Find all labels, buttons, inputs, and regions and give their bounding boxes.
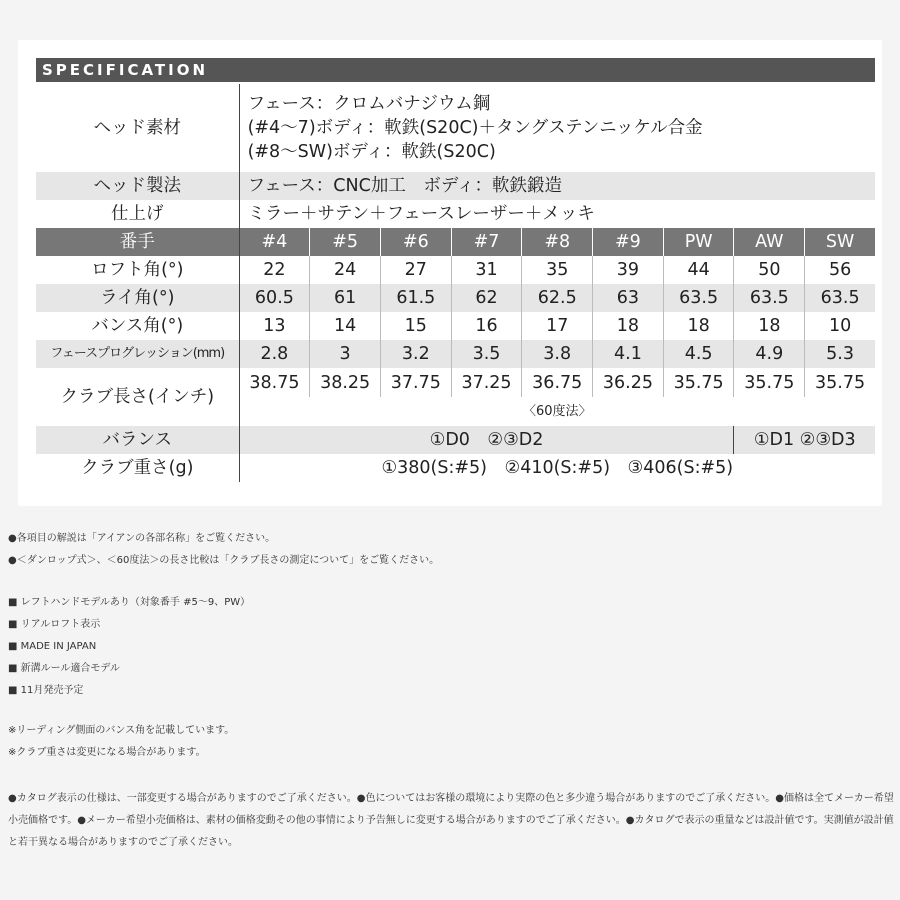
cell-lie: 61.5 <box>380 284 451 312</box>
cell-progression: 3 <box>310 340 381 368</box>
cell-bounce: 14 <box>310 312 381 340</box>
cell-clubs: #4 <box>239 228 310 256</box>
cell-bounce: 16 <box>451 312 522 340</box>
cell-clubs: #5 <box>310 228 381 256</box>
row-progression <box>36 340 875 368</box>
label: ヘッド素材 <box>36 84 239 172</box>
cell-bounce: 17 <box>522 312 593 340</box>
material-line: フェース：クロムバナジウム鋼 <box>247 94 491 114</box>
row-clubs <box>36 228 875 256</box>
cell-bounce: 18 <box>593 312 664 340</box>
label: バンス角(°) <box>36 312 239 340</box>
balance-b: ①D1 ②③D3 <box>734 426 875 454</box>
note: ※クラブ重さは変更になる場合があります。 <box>8 747 206 758</box>
cell-lie: 63.5 <box>734 284 805 312</box>
cell-length: 35.75 <box>805 368 875 397</box>
cell-progression: 3.5 <box>451 340 522 368</box>
cell-length: 38.75 <box>249 372 300 393</box>
cell-progression: 5.3 <box>805 340 875 368</box>
note: ※リーディング側面のバンス角を記載しています。 <box>8 725 235 736</box>
cell-loft: 22 <box>263 260 286 280</box>
row-length <box>36 368 875 397</box>
cell-loft: 31 <box>451 256 522 284</box>
cell-length: 36.75 <box>522 368 593 397</box>
cell-loft: 24 <box>310 256 381 284</box>
length-method: 〈60度法〉 <box>523 403 592 419</box>
cell-progression: 4.9 <box>734 340 805 368</box>
row-balance <box>36 426 875 454</box>
cell-lie: 63.5 <box>805 284 875 312</box>
note: ■ MADE IN JAPAN <box>8 641 97 652</box>
cell-bounce: 15 <box>380 312 451 340</box>
label: 番手 <box>36 228 239 256</box>
row-lie <box>36 284 875 312</box>
cell-clubs: #6 <box>380 228 451 256</box>
cell-clubs: SW <box>805 228 875 256</box>
balance-a: ①D0 ②③D2 <box>239 426 734 454</box>
note: ●各項目の解説は「アイアンの各部名称」をご覧ください。 <box>8 533 276 544</box>
cell-loft: 35 <box>522 256 593 284</box>
cell-bounce: 18 <box>663 312 734 340</box>
cell-progression: 4.1 <box>593 340 664 368</box>
label: フェースプログレッション(mm) <box>36 340 239 368</box>
note: ■ リアルロフト表示 <box>8 619 101 630</box>
cell-clubs: AW <box>734 228 805 256</box>
cell-clubs: #9 <box>593 228 664 256</box>
value: フェース：CNC加工 ボディ：軟鉄鍛造 <box>239 172 875 200</box>
spec-table <box>36 84 875 482</box>
cell-lie: 62.5 <box>522 284 593 312</box>
row-weight <box>36 454 875 482</box>
cell-length: 37.25 <box>451 368 522 397</box>
cell-bounce: 18 <box>734 312 805 340</box>
cell-loft: 27 <box>380 256 451 284</box>
label: クラブ重さ(g) <box>36 454 239 482</box>
cell-loft: 50 <box>734 256 805 284</box>
cell-lie: 60.5 <box>239 284 310 312</box>
cell-progression: 3.2 <box>380 340 451 368</box>
row-head-material <box>36 84 875 172</box>
label: 仕上げ <box>36 200 239 228</box>
label: ロフト角(°) <box>36 256 239 284</box>
label: ヘッド製法 <box>36 172 239 200</box>
cell-clubs: #8 <box>522 228 593 256</box>
cell-clubs: PW <box>663 228 734 256</box>
row-bounce <box>36 312 875 340</box>
cell-lie: 63 <box>593 284 664 312</box>
disclaimer: ●カタログ表示の仕様は、一部変更する場合がありますのでご了承ください。●色についてはお客様の環境により実際の色と多少違う場合がありますのでご了承ください。●価格は全てメーカー希望小売価格です。●メーカー希望小売価格は、素材の価格変動その他の事情により予告無しに変更する場合がありますのでご了承ください。●カタログで表示の重量などは設計値です。実測値が設計値と若干異なる場合がありますのでご了承ください。 <box>8 793 894 848</box>
cell-bounce: 10 <box>805 312 875 340</box>
cell-length: 35.75 <box>734 368 805 397</box>
cell-length: 35.75 <box>663 368 734 397</box>
note: ■ レフトハンドモデルあり（対象番手 #5～9、PW） <box>8 597 251 608</box>
cell-lie: 63.5 <box>663 284 734 312</box>
row-finish <box>36 200 875 228</box>
cell-loft: 44 <box>663 256 734 284</box>
cell-lie: 61 <box>310 284 381 312</box>
spec-title: SPECIFICATION <box>36 58 875 82</box>
cell-length: 38.25 <box>310 368 381 397</box>
label: ライ角(°) <box>36 284 239 312</box>
cell-loft: 56 <box>805 256 875 284</box>
label: クラブ長さ(インチ) <box>36 368 239 426</box>
notes-features <box>8 592 250 702</box>
cell-bounce: 13 <box>263 316 286 336</box>
value: ①380(S:#5) ②410(S:#5) ③406(S:#5) <box>381 458 734 478</box>
cell-loft: 39 <box>593 256 664 284</box>
label: バランス <box>36 426 239 454</box>
cell-progression: 2.8 <box>239 340 310 368</box>
notes-general <box>8 528 439 572</box>
note: ■ 新溝ルール適合モデル <box>8 663 120 674</box>
note: ■ 11月発売予定 <box>8 685 84 696</box>
value: ミラー＋サテン＋フェースレーザー＋メッキ <box>247 204 595 224</box>
note: ●＜ダンロップ式＞、＜60度法＞の長さ比較は「クラブ長さの測定について」をご覧ください。 <box>8 555 440 566</box>
row-head-method <box>36 172 875 200</box>
cell-length: 37.75 <box>380 368 451 397</box>
cell-progression: 4.5 <box>663 340 734 368</box>
cell-clubs: #7 <box>451 228 522 256</box>
row-loft <box>36 256 875 284</box>
notes-remarks <box>8 720 234 764</box>
cell-length: 36.25 <box>593 368 664 397</box>
material-line: (#4～7)ボディ：軟鉄(S20C)＋タングステンニッケル合金 <box>247 118 703 138</box>
cell-lie: 62 <box>451 284 522 312</box>
material-line: (#8～SW)ボディ：軟鉄(S20C) <box>247 142 496 162</box>
cell-progression: 3.8 <box>522 340 593 368</box>
